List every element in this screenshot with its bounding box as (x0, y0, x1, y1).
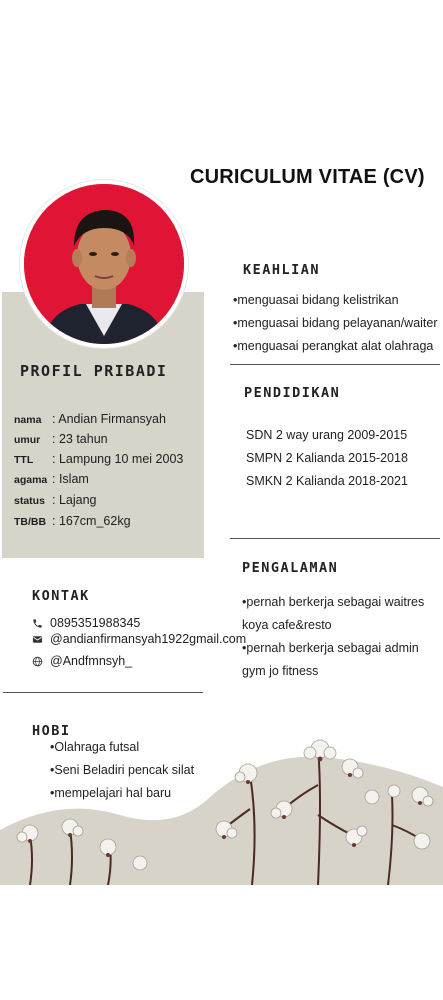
info-key: nama (14, 414, 42, 426)
info-value: : Islam (52, 472, 89, 486)
cotton-flower-decoration (0, 735, 443, 885)
profile-heading: PROFIL PRIBADI (20, 362, 168, 380)
hobi-item: •Olahraga futsal (50, 740, 140, 754)
info-row-nama (14, 412, 166, 426)
contact-instagram (32, 654, 132, 668)
info-row-tbbb (14, 514, 131, 528)
globe-icon (32, 656, 43, 667)
keahlian-item: •menguasai bidang pelayanan/waiter (233, 316, 438, 330)
divider (3, 692, 203, 693)
info-key: umur (14, 434, 41, 446)
pendidikan-heading: PENDIDIKAN (244, 385, 341, 401)
info-key: agama (14, 474, 48, 486)
keahlian-item: •menguasai bidang kelistrikan (233, 293, 399, 307)
info-row-status (14, 493, 96, 507)
info-row-ttl (14, 452, 183, 466)
instagram-handle: @Andfmnsyh_ (50, 654, 133, 668)
pengalaman-heading: PENGALAMAN (242, 560, 339, 576)
kontak-heading: KONTAK (32, 588, 90, 604)
email-address: @andianfirmansyah1922gmail.com (50, 632, 247, 646)
info-value: : Andian Firmansyah (52, 412, 166, 426)
person-portrait-icon (24, 184, 184, 344)
hobi-item: •mempelajari hal baru (50, 786, 172, 800)
mail-icon (32, 634, 43, 645)
info-value: : 23 tahun (52, 432, 108, 446)
info-key: TB/BB (14, 516, 47, 528)
hobi-item: •Seni Beladiri pencak silat (50, 763, 195, 777)
phone-icon (32, 618, 43, 629)
contact-email (32, 632, 246, 646)
divider (230, 538, 440, 539)
info-row-agama (14, 472, 89, 486)
pengalaman-line: gym jo fitness (242, 664, 319, 678)
keahlian-item: •menguasai perangkat alat olahraga (233, 339, 434, 353)
phone-number: 0895351988345 (50, 616, 141, 630)
hobi-heading: HOBI (32, 723, 71, 739)
profile-photo (24, 184, 184, 344)
info-row-umur (14, 432, 108, 446)
pengalaman-line: •pernah berkerja sebagai waitres (242, 595, 425, 609)
contact-phone (32, 616, 140, 630)
info-key: TTL (14, 454, 34, 466)
info-value: : Lajang (52, 493, 97, 507)
pendidikan-item: SMKN 2 Kalianda 2018-2021 (246, 474, 408, 488)
cv-title: CURICULUM VITAE (CV) (190, 166, 425, 188)
info-key: status (14, 495, 45, 507)
pendidikan-item: SDN 2 way urang 2009-2015 (246, 428, 408, 442)
pengalaman-line: koya cafe&resto (242, 618, 332, 632)
divider (230, 364, 440, 365)
info-value: : Lampung 10 mei 2003 (52, 452, 184, 466)
keahlian-heading: KEAHLIAN (243, 262, 321, 278)
pendidikan-item: SMPN 2 Kalianda 2015-2018 (246, 451, 408, 465)
info-value: : 167cm_62kg (52, 514, 131, 528)
pengalaman-line: •pernah berkerja sebagai admin (242, 641, 419, 655)
